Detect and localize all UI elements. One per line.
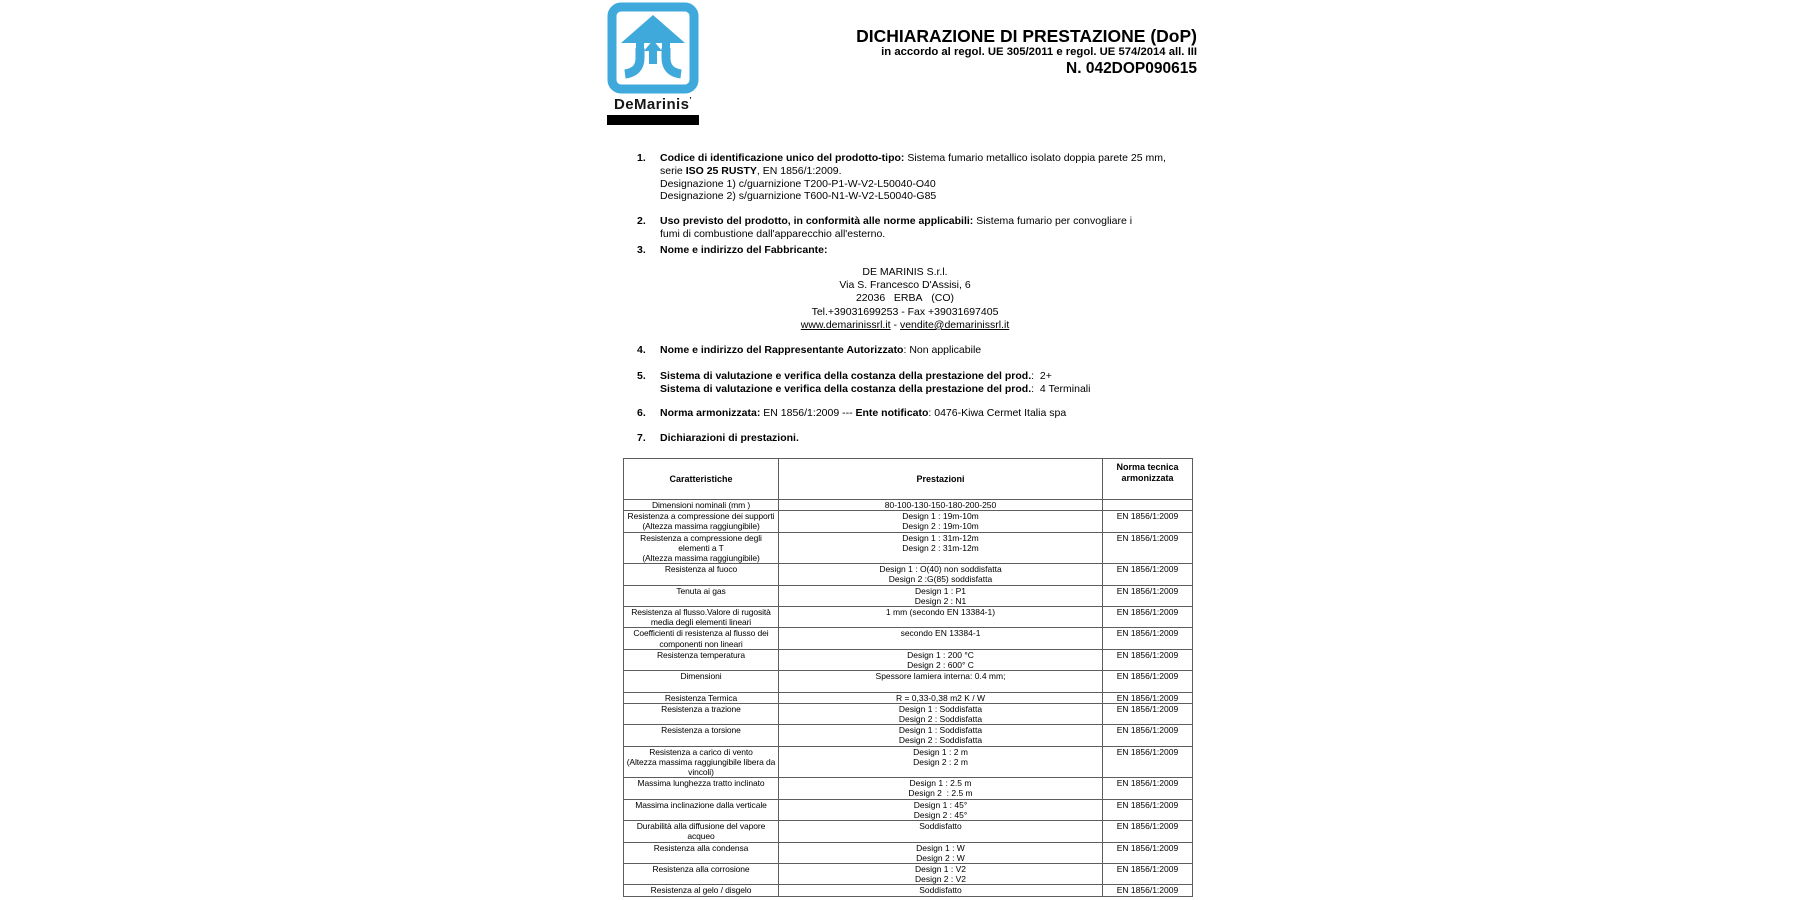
table-row (624, 885, 1193, 896)
cell-prestazione: Spessore lamiera interna: 0.4 mm; (779, 671, 1103, 692)
cell-caratteristica: Resistenza temperatura (624, 649, 779, 670)
table-header-row (624, 459, 1193, 500)
item-number: 6. (637, 407, 646, 419)
item-text: Dichiarazioni di prestazioni. (660, 432, 799, 444)
cell-norma: EN 1856/1:2009 (1103, 778, 1193, 799)
item-number: 5. (637, 370, 646, 382)
item-number: 3. (637, 244, 646, 256)
cell-norma: EN 1856/1:2009 (1103, 564, 1193, 585)
cell-caratteristica: Resistenza a carico di vento (Altezza massima raggiungibile libera da vincoli) (624, 746, 779, 778)
chimney-logo-icon (607, 2, 699, 94)
cell-prestazione: Soddisfatto (779, 821, 1103, 842)
table-row (624, 746, 1193, 778)
cell-prestazione: 1 mm (secondo EN 13384-1) (779, 607, 1103, 628)
cell-norma: EN 1856/1:2009 (1103, 725, 1193, 746)
numbered-item-1 (637, 152, 1199, 203)
item-text: Codice di identificazione unico del prodotto-tipo: Sistema fumario metallico isolato doppia parete 25 mm, serie ISO 25 RUSTY, EN 1856/1:2009. Designazione 1) c/guarnizione T200-P1-W-V2-L50040-O40 Designazione 2) s/guarnizione T600-N1-W-V2-L50040-G85 (660, 152, 1166, 203)
cell-norma: EN 1856/1:2009 (1103, 649, 1193, 670)
header-prestazioni: Prestazioni (779, 459, 1103, 500)
cell-prestazione: Soddisfatto (779, 885, 1103, 896)
cell-caratteristica: Massima lunghezza tratto inclinato (624, 778, 779, 799)
table-row (624, 778, 1193, 799)
cell-prestazione: Design 1 : P1 Design 2 : N1 (779, 585, 1103, 606)
cell-caratteristica: Resistenza al flusso.Valore di rugosità media degli elementi lineari (624, 607, 779, 628)
cell-caratteristica: Resistenza al fuoco (624, 564, 779, 585)
cell-caratteristica: Resistenza Termica (624, 692, 779, 703)
cell-norma: EN 1856/1:2009 (1103, 746, 1193, 778)
item-text: Nome e indirizzo del Fabbricante: (660, 244, 828, 256)
table-row (624, 628, 1193, 649)
cell-norma: EN 1856/1:2009 (1103, 703, 1193, 724)
cell-caratteristica: Resistenza a compressione dei supporti (Altezza massima raggiungibile) (624, 511, 779, 532)
doc-title: DICHIARAZIONE DI PRESTAZIONE (DoP) (856, 26, 1197, 46)
table-row (624, 500, 1193, 511)
cell-norma (1103, 500, 1193, 511)
cell-caratteristica: Resistenza a compressione degli elementi a T (Altezza massima raggiungibile) (624, 532, 779, 564)
cell-prestazione: Design 1 : O(40) non soddisfatta Design 2 :G(85) soddisfatta (779, 564, 1103, 585)
doc-subtitle: in accordo al regol. UE 305/2011 e regol. UE 574/2014 all. III (881, 46, 1197, 58)
cell-prestazione: Design 1 : 31m-12m Design 2 : 31m-12m (779, 532, 1103, 564)
cell-prestazione: Design 1 : Soddisfatta Design 2 : Soddisfatta (779, 703, 1103, 724)
table-row (624, 532, 1193, 564)
numbered-item-2 (637, 215, 1199, 241)
company-logo (607, 2, 699, 125)
cell-caratteristica: Resistenza alla corrosione (624, 863, 779, 884)
table-row (624, 725, 1193, 746)
item-number: 4. (637, 344, 646, 356)
cell-prestazione: Design 1 : W Design 2 : W (779, 842, 1103, 863)
performance-table (623, 458, 1193, 897)
table-row (624, 607, 1193, 628)
cell-caratteristica: Resistenza al gelo / disgelo (624, 885, 779, 896)
cell-caratteristica: Resistenza alla condensa (624, 842, 779, 863)
cell-prestazione: Design 1 : Soddisfatta Design 2 : Soddisfatta (779, 725, 1103, 746)
cell-norma: EN 1856/1:2009 (1103, 842, 1193, 863)
cell-norma: EN 1856/1:2009 (1103, 799, 1193, 820)
cell-prestazione: Design 1 : 19m-10m Design 2 : 19m-10m (779, 511, 1103, 532)
numbered-item-7 (637, 432, 1199, 445)
numbered-item-4 (637, 344, 1199, 357)
table-row (624, 692, 1193, 703)
brand-mark: ’ (689, 96, 692, 105)
table-row (624, 649, 1193, 670)
cell-caratteristica: Dimensioni nominali (mm ) (624, 500, 779, 511)
document-header (856, 27, 1197, 78)
cell-prestazione: Design 1 : 2 m Design 2 : 2 m (779, 746, 1103, 778)
doc-number: N. 042DOP090615 (1066, 60, 1197, 77)
cell-caratteristica: Durabilità alla diffusione del vapore acqueo (624, 821, 779, 842)
header-norma-tecnica: Norma tecnica armonizzata (1103, 459, 1193, 500)
cell-caratteristica: Resistenza a torsione (624, 725, 779, 746)
cell-prestazione: Design 1 : V2 Design 2 : V2 (779, 863, 1103, 884)
manufacturer-address: DE MARINIS S.r.l. Via S. Francesco D'Assisi, 6 22036 ERBA (CO) Tel.+39031699253 - Fax +39031697405 www.demarinissrl.it - vendite@demarinissrl.it (800, 266, 1010, 331)
table-row (624, 842, 1193, 863)
item-number: 7. (637, 432, 646, 444)
header-caratteristiche: Caratteristiche (624, 459, 779, 500)
table-row (624, 585, 1193, 606)
email-link[interactable]: vendite@demarinissrl.it (899, 318, 1010, 331)
cell-norma: EN 1856/1:2009 (1103, 863, 1193, 884)
item-number: 2. (637, 215, 646, 227)
cell-prestazione: secondo EN 13384-1 (779, 628, 1103, 649)
table-row (624, 863, 1193, 884)
cell-norma: EN 1856/1:2009 (1103, 628, 1193, 649)
logo-underline-bar (607, 115, 699, 125)
cell-norma: EN 1856/1:2009 (1103, 532, 1193, 564)
cell-norma: EN 1856/1:2009 (1103, 821, 1193, 842)
website-link[interactable]: www.demarinissrl.it (800, 318, 891, 331)
cell-norma: EN 1856/1:2009 (1103, 671, 1193, 692)
brand-wordmark: DeMarinis’ (614, 96, 692, 113)
numbered-item-6 (637, 407, 1199, 420)
item-text: Sistema di valutazione e verifica della costanza della prestazione del prod.: 2+ Sistema di valutazione e verifica della costanza della prestazione del prod.: 4 Terminali (660, 370, 1091, 395)
cell-caratteristica: Dimensioni (624, 671, 779, 692)
cell-norma: EN 1856/1:2009 (1103, 885, 1193, 896)
item-text: Norma armonizzata: EN 1856/1:2009 --- Ente notificato: 0476-Kiwa Cermet Italia spa (660, 407, 1067, 419)
numbered-item-5 (637, 370, 1199, 396)
cell-caratteristica: Resistenza a trazione (624, 703, 779, 724)
cell-caratteristica: Tenuta ai gas (624, 585, 779, 606)
item-number: 1. (637, 152, 646, 164)
table-row (624, 511, 1193, 532)
item-text: Uso previsto del prodotto, in conformità alle norme applicabili: Sistema fumario per convogliare i fumi di combustione dall'apparecchio all'esterno. (660, 215, 1133, 240)
cell-prestazione: Design 1 : 2.5 m Design 2 : 2.5 m (779, 778, 1103, 799)
cell-prestazione: Design 1 : 200 °C Design 2 : 600° C (779, 649, 1103, 670)
cell-norma: EN 1856/1:2009 (1103, 692, 1193, 703)
table-row (624, 671, 1193, 692)
cell-prestazione: 80-100-130-150-180-200-250 (779, 500, 1103, 511)
cell-prestazione: R = 0,33-0,38 m2 K / W (779, 692, 1103, 703)
item-text: Nome e indirizzo del Rappresentante Autorizzato: Non applicabile (660, 344, 982, 356)
table-row (624, 821, 1193, 842)
table-row (624, 564, 1193, 585)
cell-norma: EN 1856/1:2009 (1103, 511, 1193, 532)
table-row (624, 799, 1193, 820)
table-row (624, 703, 1193, 724)
cell-caratteristica: Massima inclinazione dalla verticale (624, 799, 779, 820)
cell-norma: EN 1856/1:2009 (1103, 607, 1193, 628)
numbered-item-3 (637, 244, 1199, 257)
cell-norma: EN 1856/1:2009 (1103, 585, 1193, 606)
cell-prestazione: Design 1 : 45° Design 2 : 45° (779, 799, 1103, 820)
cell-caratteristica: Coefficienti di resistenza al flusso dei componenti non lineari (624, 628, 779, 649)
